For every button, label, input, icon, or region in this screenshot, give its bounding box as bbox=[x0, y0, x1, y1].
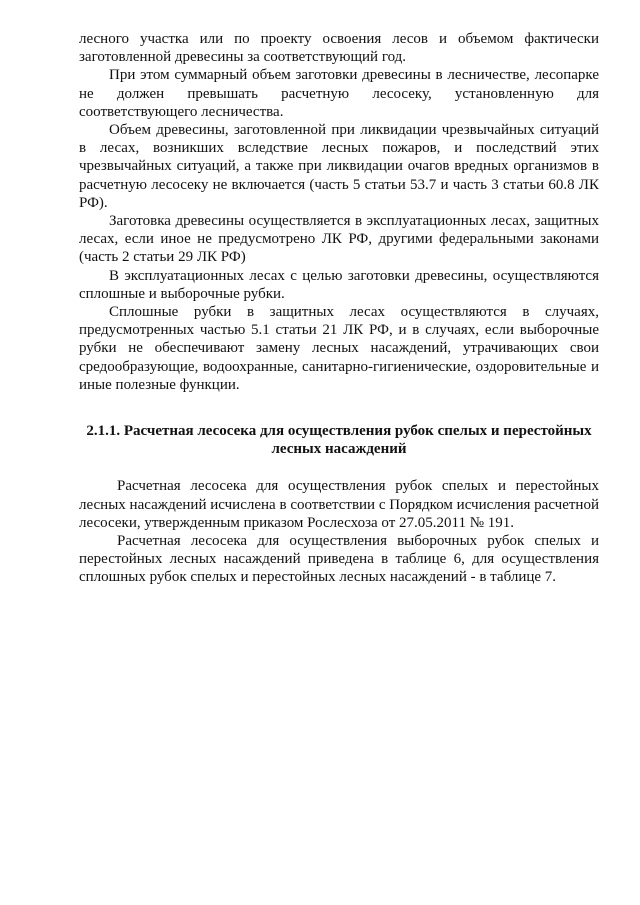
paragraph-harvest-forests: Заготовка древесины осуществляется в эксплуатационных лесах, защитных лесах, если иное не предусмотрено ЛК РФ, другими федеральными законами (часть 2 статьи 29 ЛК РФ) bbox=[79, 213, 599, 266]
paragraph-continuation: лесного участка или по проекту освоения лесов и объемом фактически заготовленной древесины за соответствующий год. bbox=[79, 31, 599, 66]
section-heading: 2.1.1. Расчетная лесосека для осуществления рубок спелых и перестойных лесных насаждений bbox=[86, 423, 592, 458]
paragraph-emergency-volume: Объем древесины, заготовленной при ликвидации чрезвычайных ситуаций в лесах, возникших вследствие лесных пожаров, и последствий этих чрезвычайных ситуаций, а также при ликвидации очагов вредных организмов в расчетную лесосеку не включается (часть 5 статьи 53.7 и часть 3 статьи 60.8 ЛК РФ). bbox=[79, 122, 599, 211]
paragraph-clear-cuts: Сплошные рубки в защитных лесах осуществляются в случаях, предусмотренных частью 5.1 статьи 21 ЛК РФ, и в случаях, если выборочные рубки не обеспечивают замену лесных насаждений, утрачивающих свои средообразующие, водоохранные, санитарно-гигиенические, оздоровительные и иные полезные функции. bbox=[79, 304, 599, 393]
paragraph-tables-reference: Расчетная лесосека для осуществления выборочных рубок спелых и перестойных лесных насаждений приведена в таблице 6, для осуществления сплошных рубок спелых и перестойных лесных насаждений - в таблице 7. bbox=[79, 533, 599, 586]
document-body bbox=[79, 30, 599, 587]
paragraph-exploitation-forests: В эксплуатационных лесах с целью заготовки древесины, осуществляются сплошные и выборочные рубки. bbox=[79, 267, 599, 302]
paragraph-calculation: Расчетная лесосека для осуществления рубок спелых и перестойных лесных насаждений исчислена в соответствии с Порядком исчисления расчетной лесосеки, утвержденным приказом Рослесхоза от 27.05.2011 № 191. bbox=[79, 478, 599, 531]
paragraph-total-volume: При этом суммарный объем заготовки древесины в лесничестве, лесопарке не должен превышать расчетную лесосеку, установленную для соответствующего лесничества. bbox=[79, 67, 599, 120]
